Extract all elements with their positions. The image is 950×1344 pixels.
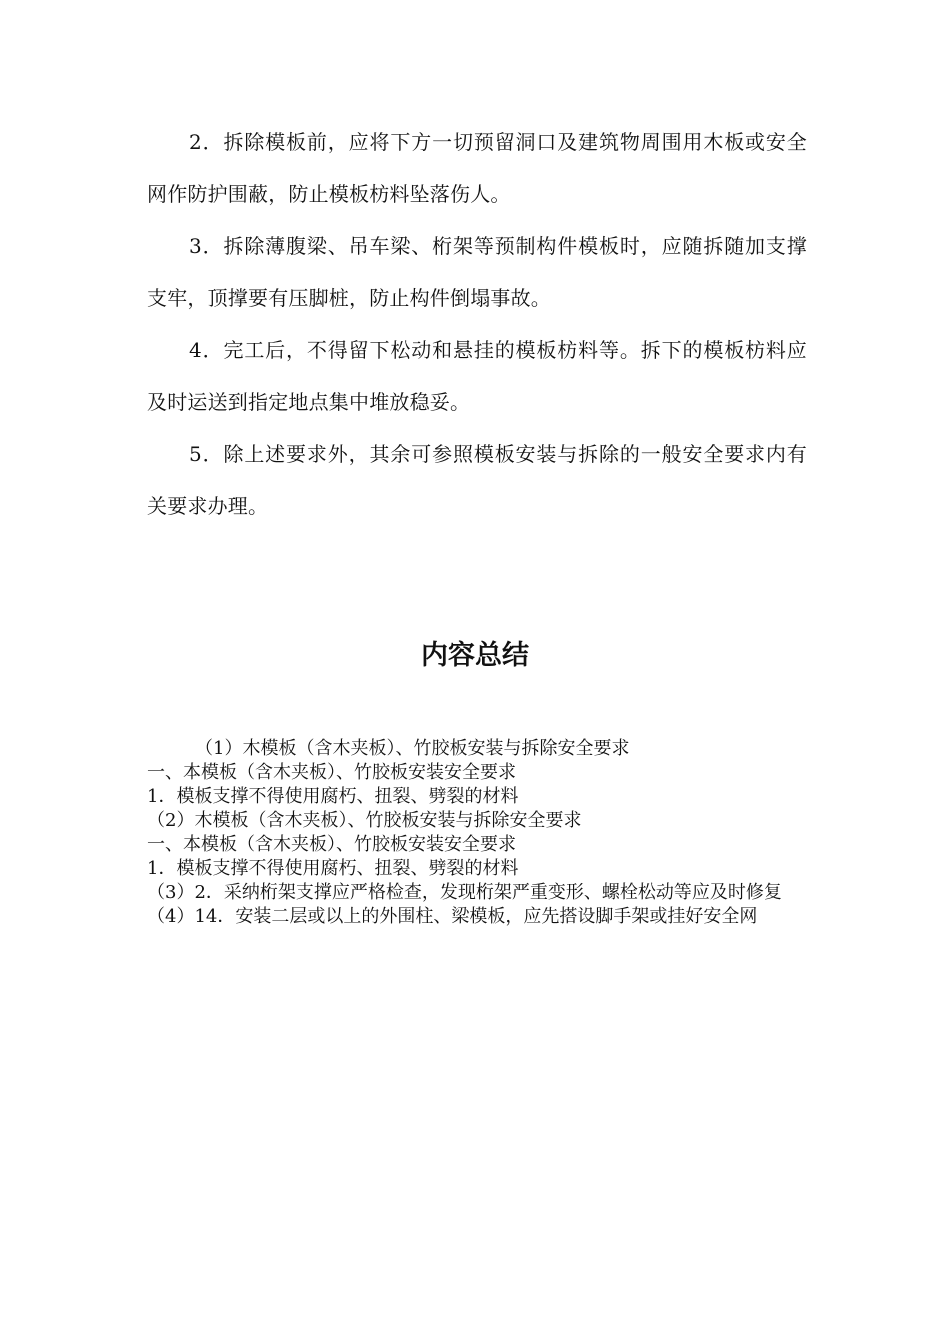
summary-title: 内容总结: [421, 640, 529, 671]
summary-section: [147, 737, 807, 929]
summary-line: （4）14．安装二层或以上的外围柱、梁模板，应先搭设脚手架或挂好安全网: [147, 906, 758, 927]
summary-line: （1）木模板（含木夹板）、竹胶板安装与拆除安全要求: [195, 738, 630, 759]
summary-line: 一、本模板（含木夹板）、竹胶板安装安全要求: [147, 762, 516, 783]
paragraph-4: 4．完工后，不得留下松动和悬挂的模板枋料等。拆下的模板枋料应及时运送到指定地点集中堆放稳妥。: [147, 338, 807, 414]
summary-line: 1．模板支撑不得使用腐朽、扭裂、劈裂的材料: [147, 858, 519, 879]
summary-line: （2）木模板（含木夹板）、竹胶板安装与拆除安全要求: [147, 810, 582, 831]
paragraph-5: 5．除上述要求外，其余可参照模板安装与拆除的一般安全要求内有关要求办理。: [147, 442, 807, 518]
summary-line: 1．模板支撑不得使用腐朽、扭裂、劈裂的材料: [147, 786, 519, 807]
summary-line: （3）2．采纳桁架支撑应严格检查，发现桁架严重变形、螺栓松动等应及时修复: [147, 882, 782, 903]
paragraph-3: 3．拆除薄腹梁、吊车梁、桁架等预制构件模板时，应随拆随加支撑支牢，顶撑要有压脚桩，防止构件倒塌事故。: [147, 234, 807, 310]
body-text: [147, 116, 807, 532]
summary-line: 一、本模板（含木夹板）、竹胶板安装安全要求: [147, 834, 516, 855]
paragraph-2: 2．拆除模板前，应将下方一切预留洞口及建筑物周围用木板或安全网作防护围蔽，防止模板枋料坠落伤人。: [147, 130, 807, 206]
